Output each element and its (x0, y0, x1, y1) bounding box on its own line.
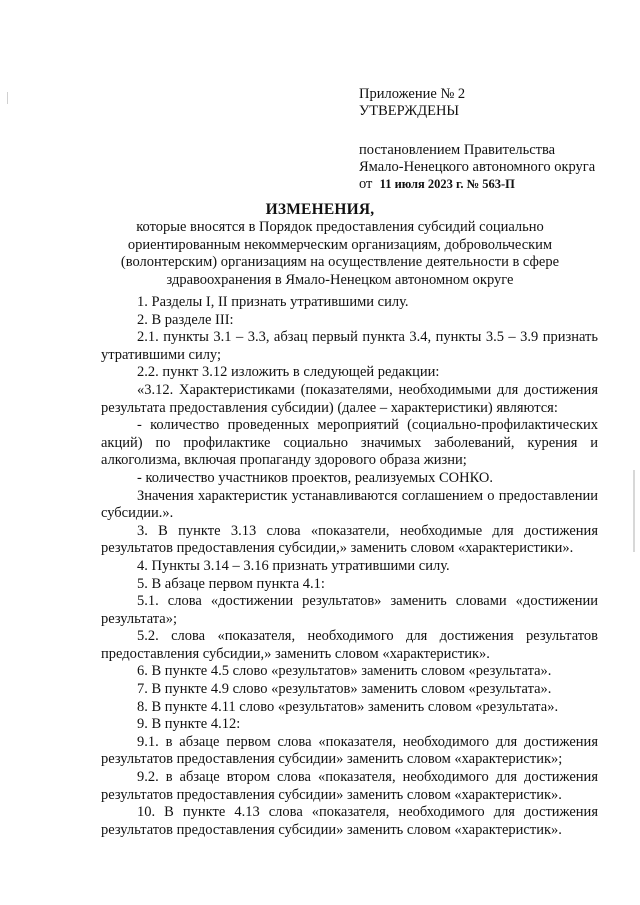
paragraph: 6. В пункте 4.5 слово «результатов» заменить словом «результата». (137, 663, 552, 680)
document-heading: ИЗМЕНЕНИЯ, (265, 201, 375, 218)
date-prefix: от (359, 176, 373, 192)
scan-edge-line (633, 470, 635, 552)
paragraph: 5. В абзаце первом пункта 4.1: (137, 575, 325, 592)
date-value: 11 июля 2023 г. № 563-П (379, 177, 515, 191)
paragraph: 2.1. пункты 3.1 – 3.3, абзац первый пункта 3.4, пункты 3.5 – 3.9 признать утратившими силу; (101, 329, 598, 363)
paragraph: 7. В пункте 4.9 слово «результатов» заменить словом «результата». (137, 681, 552, 698)
paragraph: «3.12. Характеристиками (показателями, необходимыми для достижения результата предоставления субсидии) (далее – характеристики) являются: (101, 381, 598, 416)
date-line (359, 176, 595, 193)
paragraph: Значения характеристик устанавливаются соглашением о предоставлении субсидии.». (101, 487, 598, 522)
paragraph: 9.1. в абзаце первом слова «показателя, необходимого для достижения результатов предоставления субсидии» заменить словом «характеристик»; (101, 733, 598, 768)
paragraph: - количество участников проектов, реализуемых СОНКО. (137, 469, 493, 486)
paragraph: 5.2. слова «показателя, необходимого для достижения результатов предоставления субсидии,» заменить словом «характеристик». (101, 628, 598, 662)
scan-edge-mark (7, 92, 8, 104)
approved-label: УТВЕРЖДЕНЫ (359, 103, 460, 119)
paragraph: 9.2. в абзаце втором слова «показателя, необходимого для достижения результатов предоставления субсидии» заменить словом «характеристик». (101, 769, 598, 803)
paragraph: 9. В пункте 4.12: (137, 716, 241, 733)
resolution-line: постановлением Правительства (359, 142, 556, 158)
paragraph: 8. В пункте 4.11 слово «результатов» заменить словом «результата». (137, 698, 559, 715)
government-line: Ямало-Ненецкого автономного округа (359, 159, 596, 175)
appendix-block (359, 86, 595, 193)
paragraph: 1. Разделы I, II признать утратившими силу. (137, 294, 409, 310)
paragraph: 2.2. пункт 3.12 изложить в следующей редакции: (137, 364, 440, 381)
paragraph: 2. В разделе III: (137, 311, 234, 328)
document-subtitle: которые вносятся в Порядок предоставления субсидий социально ориентированным некоммерческим организациям, добровольческим (волонтерским) организациям на осуществление деятельности в сфере здравоохранения в Ямало-Ненецком автономном округе (120, 219, 560, 288)
paragraph: 4. Пункты 3.14 – 3.16 признать утратившими силу. (137, 557, 450, 574)
paragraph: 3. В пункте 3.13 слова «показатели, необходимые для достижения результатов предоставления субсидии,» заменить словом «характеристики». (101, 522, 598, 557)
document-body (101, 294, 598, 839)
paragraph: 10. В пункте 4.13 слова «показателя, необходимого для достижения результатов предоставления субсидии» заменить словом «характеристик». (101, 804, 598, 838)
paragraph: - количество проведенных мероприятий (социально-профилактических акций) по профилактике социально значимых заболеваний, курения и алкоголизма, включая пропаганду здорового образа жизни; (101, 417, 598, 469)
paragraph: 5.1. слова «достижении результатов» заменить словами «достижении результата»; (101, 593, 598, 627)
appendix-number: Приложение № 2 (359, 86, 466, 102)
